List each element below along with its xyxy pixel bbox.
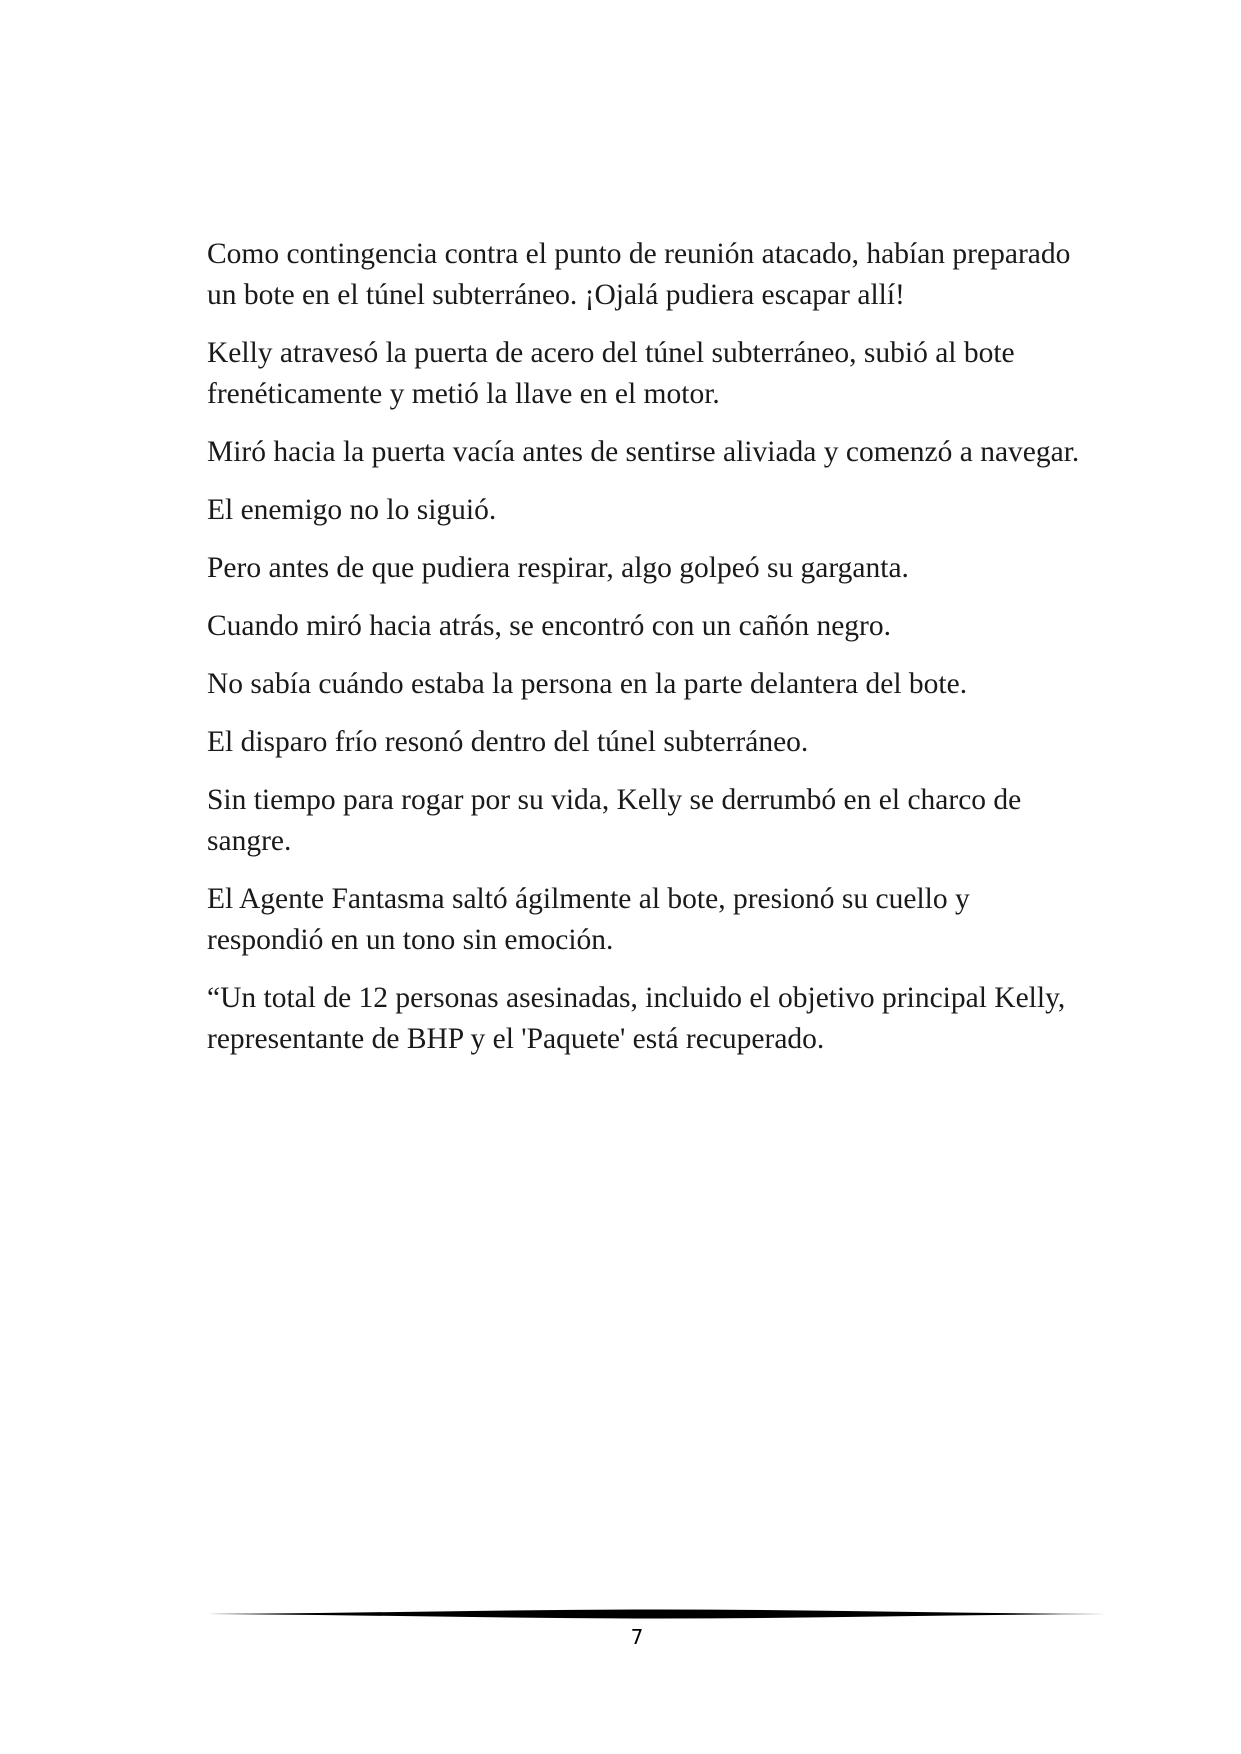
- paragraph-8: El disparo frío resonó dentro del túnel subterráneo.: [207, 726, 809, 758]
- footer-divider: [207, 1607, 1107, 1621]
- paragraph-6: Cuando miró hacia atrás, se encontró con un cañón negro.: [207, 610, 892, 642]
- paragraph-11: “Un total de 12 personas asesinadas, incluido el objetivo principal Kelly, representante de BHP y el 'Paquete' está recuperado.: [207, 982, 1066, 1055]
- paragraph-10: El Agente Fantasma saltó ágilmente al bote, presionó su cuello y respondió en un tono sin emoción.: [207, 883, 970, 956]
- body-text: [207, 234, 1087, 1077]
- paragraph-4: El enemigo no lo siguió.: [207, 494, 497, 526]
- page-number: 7: [630, 1625, 644, 1649]
- paragraph-3: Miró hacia la puerta vacía antes de sentirse aliviada y comenzó a navegar.: [207, 436, 1080, 468]
- paragraph-1: Como contingencia contra el punto de reunión atacado, habían preparado un bote en el túnel subterráneo. ¡Ojalá pudiera escapar allí!: [207, 238, 1071, 311]
- paragraph-7: No sabía cuándo estaba la persona en la parte delantera del bote.: [207, 668, 968, 700]
- paragraph-5: Pero antes de que pudiera respirar, algo golpeó su garganta.: [207, 552, 909, 584]
- paragraph-9: Sin tiempo para rogar por su vida, Kelly se derrumbó en el charco de sangre.: [207, 784, 1022, 857]
- paragraph-2: Kelly atravesó la puerta de acero del túnel subterráneo, subió al bote frenéticamente y metió la llave en el motor.: [207, 337, 1015, 410]
